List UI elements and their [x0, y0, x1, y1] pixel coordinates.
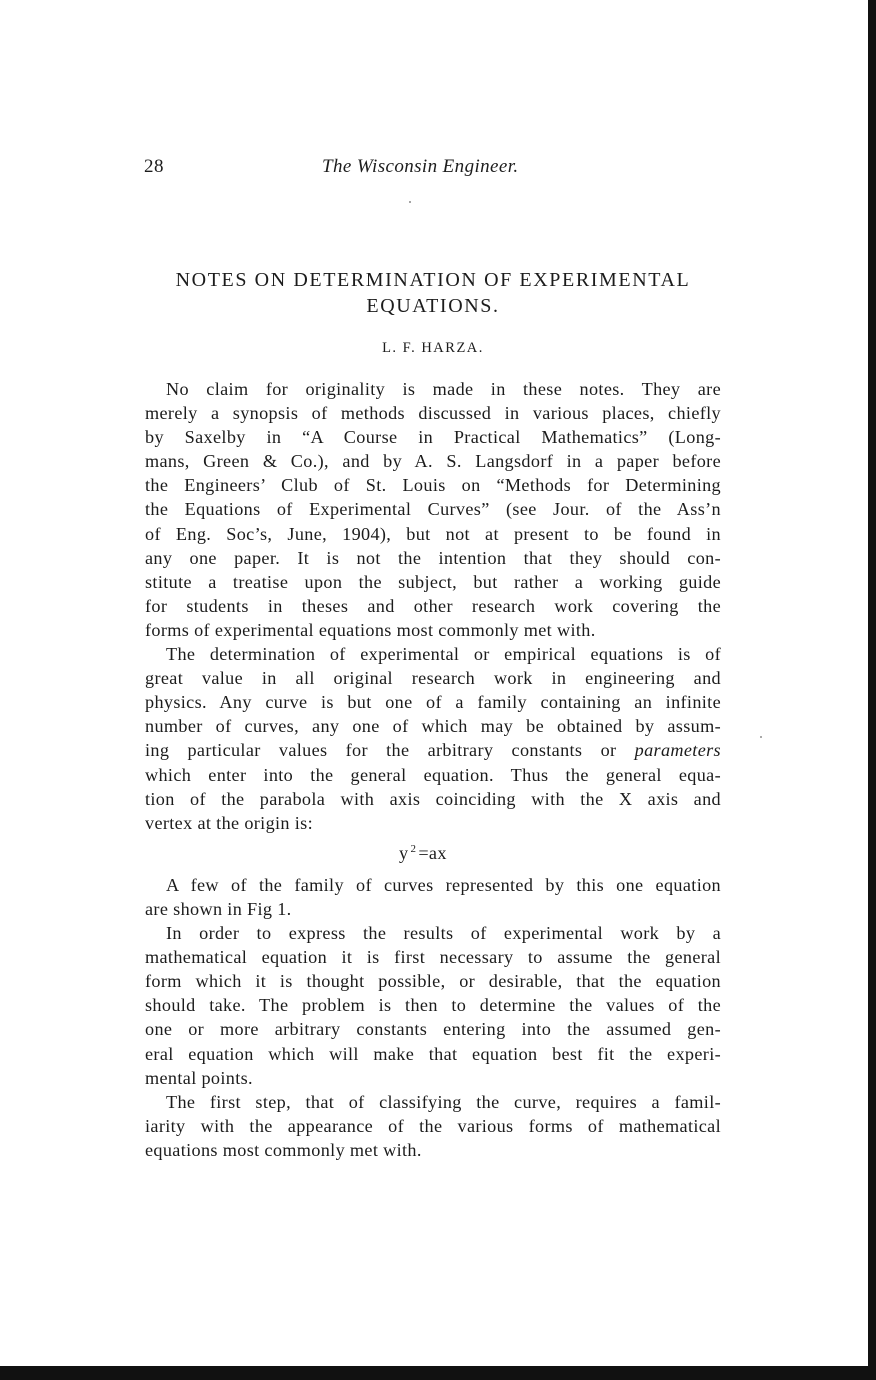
text-line: one or more arbitrary constants entering into the assumed gen- — [145, 1019, 721, 1040]
article-title-line-2: EQUATIONS. — [366, 295, 500, 317]
equation-exponent: 2 — [410, 842, 417, 855]
page-edge-bottom — [0, 1366, 876, 1380]
print-speck — [409, 201, 411, 203]
text-line: tion of the parabola with axis coinciding with the X axis and — [145, 788, 721, 809]
equation-rest: =ax — [418, 842, 447, 863]
text-line: physics. Any curve is but one of a family containing an infinite — [145, 692, 721, 713]
article-title-line-1: NOTES ON DETERMINATION OF EXPERIMENTAL — [175, 269, 691, 291]
text-line: The first step, that of classifying the curve, requires a famil- — [166, 1091, 721, 1112]
text-line: which enter into the general equation. Thus the general equa- — [145, 764, 721, 785]
text-line: any one paper. It is not the intention that they should con- — [145, 547, 721, 568]
text-line: iarity with the appearance of the various forms of mathematical — [145, 1115, 721, 1136]
text-line: for students in theses and other research work covering the — [145, 595, 721, 616]
text-line: forms of experimental equations most commonly met with. — [145, 619, 596, 640]
text-line: mans, Green & Co.), and by A. S. Langsdorf in a paper before — [145, 451, 721, 472]
text-line: The determination of experimental or empirical equations is of — [166, 644, 721, 665]
article-body — [145, 377, 721, 1162]
author-byline: L. F. HARZA. — [382, 340, 484, 356]
text-line: In order to express the results of experimental work by a — [166, 923, 721, 944]
paragraph — [145, 921, 721, 1090]
journal-title: The Wisconsin Engineer. — [322, 156, 519, 177]
equation-base: y — [399, 842, 409, 863]
italic-term: parameters — [634, 740, 721, 761]
article-title — [144, 267, 722, 319]
text-line: are shown in Fig 1. — [145, 898, 292, 919]
text-line: of Eng. Soc’s, June, 1904), but not at present to be found in — [145, 523, 721, 544]
text-line: the Equations of Experimental Curves” (see Jour. of the Ass’n — [145, 499, 721, 520]
text-line: merely a synopsis of methods discussed in various places, chiefly — [145, 403, 721, 424]
text-line: equations most commonly met with. — [145, 1139, 422, 1160]
text-line: great value in all original research work in engineering and — [145, 668, 721, 689]
equation — [145, 837, 721, 861]
text-line: No claim for originality is made in these notes. They are — [166, 379, 721, 399]
paragraph — [145, 1090, 721, 1162]
page-edge-right — [868, 0, 876, 1380]
text-line: number of curves, any one of which may be obtained by assum- — [145, 716, 721, 737]
paragraph — [145, 873, 721, 921]
text-line: by Saxelby in “A Course in Practical Mathematics” (Long- — [145, 427, 721, 448]
text-line: eral equation which will make that equation best fit the experi- — [145, 1043, 721, 1064]
text-line-with-italic — [145, 738, 721, 762]
text-line: stitute a treatise upon the subject, but rather a working guide — [145, 571, 721, 592]
text-line: vertex at the origin is: — [145, 812, 314, 833]
paragraph — [145, 377, 721, 642]
page-number: 28 — [144, 156, 164, 177]
text-line: A few of the family of curves represented by this one equation — [166, 874, 721, 895]
text-line: mathematical equation it is first necessary to assume the general — [145, 947, 721, 968]
text-line: should take. The problem is then to determine the values of the — [145, 995, 721, 1016]
text-line: ing particular values for the arbitrary constants or — [145, 740, 617, 761]
text-line: the Engineers’ Club of St. Louis on “Methods for Determining — [145, 475, 721, 496]
text-line: mental points. — [145, 1067, 253, 1088]
text-line: form which it is thought possible, or desirable, that the equation — [145, 971, 721, 992]
running-head — [144, 156, 722, 182]
paragraph — [145, 642, 721, 835]
print-speck — [760, 736, 762, 738]
